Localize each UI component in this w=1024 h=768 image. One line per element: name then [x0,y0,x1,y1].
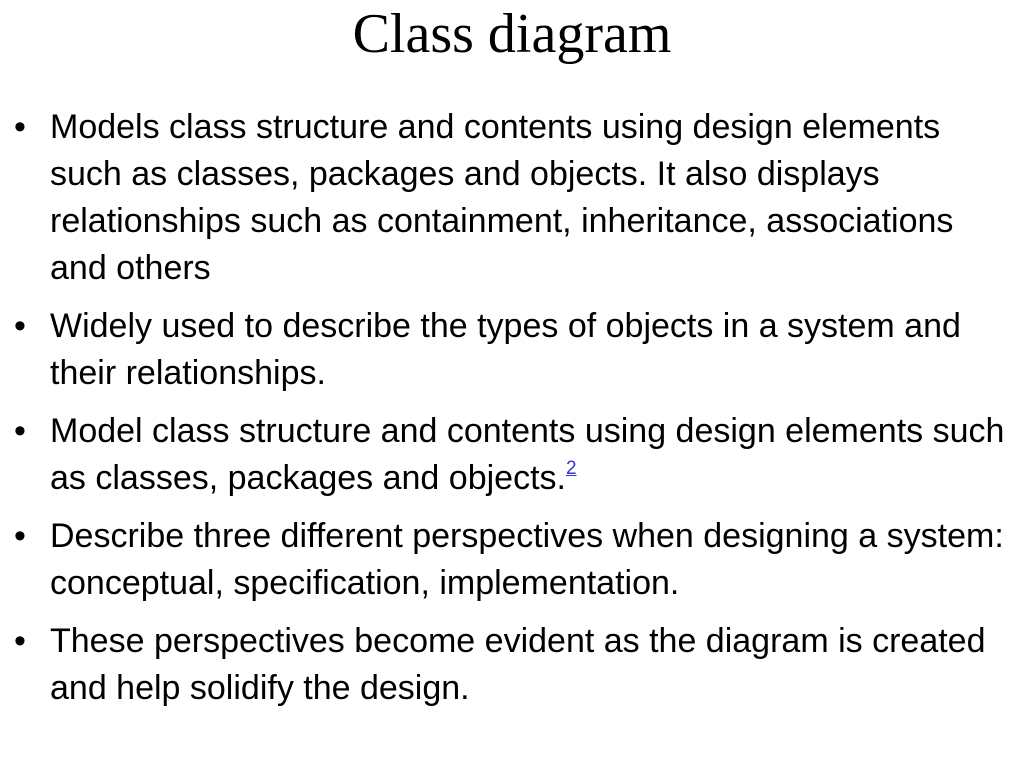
bullet-text: Model class structure and contents using design elements such as classes, packages and objects. [50,412,1005,497]
bullet-item-models-class-structure [14,104,1014,292]
bullet-item-widely-used [14,303,1014,397]
bullet-item-three-perspectives [14,513,1014,607]
bullet-item-model-class-structure [14,408,1014,502]
bullet-point-icon: • [14,412,26,450]
bullet-item-perspectives-evident [14,618,1014,712]
bullet-list [14,104,1014,723]
bullet-text: Models class structure and contents using design elements such as classes, packages and objects. It also displays relationships such as containment, inheritance, associations and others [50,108,954,287]
bullet-point-icon: • [14,622,26,660]
footnote-link[interactable]: 2 [565,458,577,479]
bullet-point-icon: • [14,517,26,555]
slide-title: Class diagram [352,3,672,65]
bullet-text: Widely used to describe the types of objects in a system and their relationships. [50,307,961,392]
bullet-point-icon: • [14,307,26,345]
bullet-text: These perspectives become evident as the diagram is created and help solidify the design. [50,622,986,707]
bullet-text: Describe three different perspectives when designing a system: conceptual, specification, implementation. [50,517,1004,602]
bullet-point-icon: • [14,108,26,146]
